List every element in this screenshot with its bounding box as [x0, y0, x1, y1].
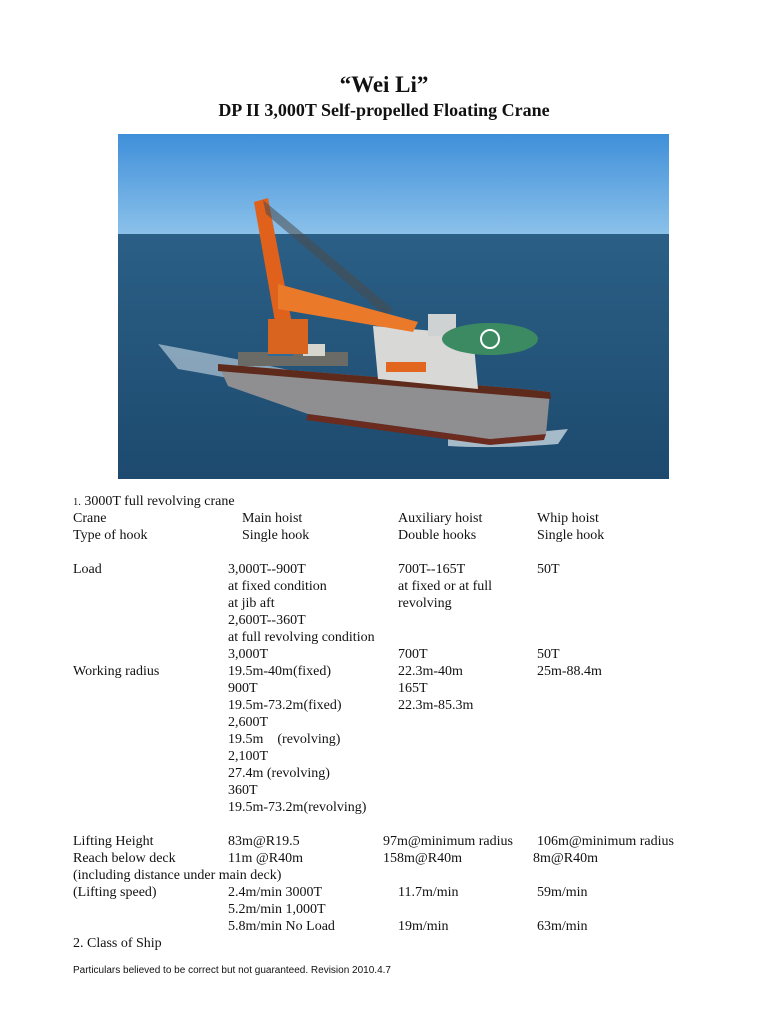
- radius-aux-line: 165T: [398, 681, 428, 696]
- radius-main-line: 2,600T: [228, 715, 269, 730]
- radius-whip-line: 50T: [537, 647, 560, 662]
- load-main-line: at full revolving condition: [228, 630, 375, 645]
- working-radius-label: Working radius: [73, 664, 160, 679]
- speed-main-line: 5.2m/min 1,000T: [228, 902, 326, 917]
- radius-aux-line: 22.3m-40m: [398, 664, 463, 679]
- speed-main-line: 2.4m/min 3000T: [228, 885, 323, 900]
- load-aux-line: 700T--165T: [398, 562, 466, 577]
- reach-aux: 158m@R40m: [383, 851, 463, 866]
- column-header-whip-hoist: Whip hoist: [537, 511, 599, 526]
- radius-main-line: 3,000T: [228, 647, 269, 662]
- load-label: Load: [73, 562, 102, 577]
- hook-type-label: Type of hook: [73, 528, 148, 543]
- speed-aux-line: 19m/min: [398, 919, 449, 934]
- section-1-heading: [73, 493, 235, 511]
- reach-below-deck-label: Reach below deck: [73, 851, 176, 866]
- lifting-speed-label: (Lifting speed): [73, 885, 157, 900]
- load-aux-line: revolving: [398, 596, 452, 611]
- load-main-line: 3,000T--900T: [228, 562, 306, 577]
- reach-main: 11m @R40m: [228, 851, 303, 866]
- hook-type-main: Single hook: [242, 528, 310, 543]
- section-1-title: 3000T full revolving crane: [84, 494, 235, 509]
- radius-main-line: 19.5m-73.2m(fixed): [228, 698, 342, 713]
- lifting-height-whip: 106m@minimum radius: [537, 834, 674, 849]
- load-aux-line: at fixed or at full: [398, 579, 493, 594]
- speed-aux-line: 11.7m/min: [398, 885, 459, 900]
- speed-whip-line: 63m/min: [537, 919, 588, 934]
- floating-crane-photo: [118, 134, 669, 479]
- document-subtitle: DP II 3,000T Self-propelled Floating Crane: [218, 100, 550, 120]
- lifting-height-aux: 97m@minimum radius: [383, 834, 513, 849]
- radius-main-line: 19.5m-40m(fixed): [228, 664, 332, 679]
- column-header-crane: Crane: [73, 511, 107, 526]
- lifting-height-main: 83m@R19.5: [228, 834, 300, 849]
- radius-main-line: 900T: [228, 681, 258, 696]
- radius-whip-line: 25m-88.4m: [537, 664, 602, 679]
- speed-main-line: 5.8m/min No Load: [228, 919, 335, 934]
- radius-main-line: 19.5m (revolving): [228, 732, 341, 747]
- lifting-height-label: Lifting Height: [73, 834, 154, 849]
- load-main-line: 2,600T--360T: [228, 613, 306, 628]
- column-header-auxiliary-hoist: Auxiliary hoist: [398, 511, 483, 526]
- radius-main-line: 360T: [228, 783, 258, 798]
- load-main-line: at fixed condition: [228, 579, 327, 594]
- radius-main-line: 19.5m-73.2m(revolving): [228, 800, 367, 815]
- load-main-line: at jib aft: [228, 596, 275, 611]
- hook-type-aux: Double hooks: [398, 528, 477, 543]
- speed-whip-line: 59m/min: [537, 885, 588, 900]
- load-whip-line: 50T: [537, 562, 560, 577]
- hook-type-whip: Single hook: [537, 528, 605, 543]
- radius-main-line: 2,100T: [228, 749, 269, 764]
- reach-note: (including distance under main deck): [73, 868, 282, 883]
- reach-whip: 8m@R40m: [533, 851, 599, 866]
- column-header-main-hoist: Main hoist: [242, 511, 303, 526]
- section-2-heading: 2. Class of Ship: [73, 936, 162, 951]
- disclaimer-footer: Particulars believed to be correct but not guaranteed. Revision 2010.4.7: [73, 965, 391, 976]
- document-title: “Wei Li”: [339, 72, 429, 97]
- radius-aux-line: 22.3m-85.3m: [398, 698, 474, 713]
- radius-main-line: 27.4m (revolving): [228, 766, 330, 781]
- radius-aux-line: 700T: [398, 647, 428, 662]
- section-1-number: 1.: [73, 497, 81, 508]
